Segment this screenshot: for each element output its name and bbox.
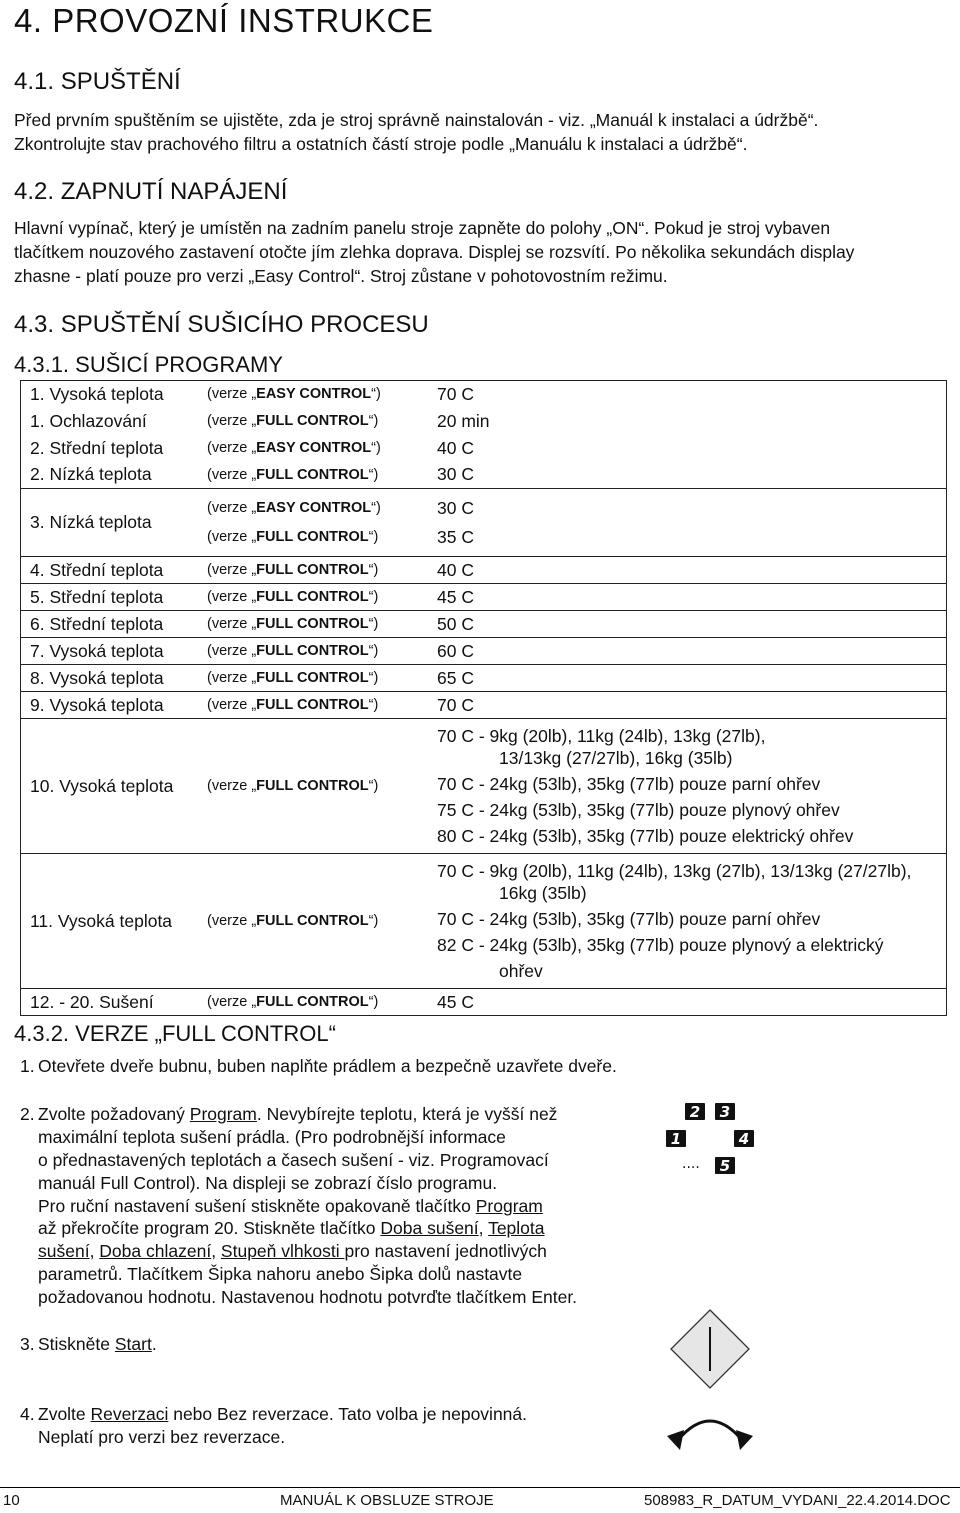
- program-version-cell: (verze „FULL CONTROL“): [207, 557, 437, 584]
- table-row: [21, 989, 947, 1016]
- paragraph-line: tlačítkem nouzového zastavení otočte jím zlehka doprava. Displej se rozsvítí. Po několika sekundách display: [14, 242, 855, 262]
- step-2-line: o přednastavených teplotách a časech sušení - viz. Programovací: [38, 1150, 549, 1170]
- program-temperature-cell: 60 C: [437, 638, 947, 665]
- footer-divider: [0, 1487, 960, 1488]
- step-2-line: parametrů. Tlačítkem Šipka nahoru anebo Šipka dolů nastavte: [38, 1264, 523, 1284]
- step-1-text: Otevřete dveře bubnu, buben naplňte prádlem a bezpečně uzavřete dveře.: [38, 1056, 617, 1076]
- program-temperature-cell: 70 C: [437, 383, 474, 404]
- program-digit-icon: [666, 1130, 686, 1148]
- program-version-cell: (verze „FULL CONTROL“): [207, 854, 437, 989]
- program-version-cell: (verze „FULL CONTROL“): [207, 638, 437, 665]
- program-name-cell: 9. Vysoká teplota: [21, 692, 208, 719]
- start-button-ref: Start: [114, 1334, 152, 1354]
- footer-title: MANUÁL K OBSLUZE STROJE: [280, 1492, 494, 1509]
- paragraph-line: Hlavní vypínač, který je umístěn na zadním panelu stroje zapněte do polohy „ON“. Pokud je stroj vybaven: [14, 218, 831, 238]
- program-dots: ....: [682, 1156, 700, 1172]
- program-temperature-cell: 40 C: [437, 437, 474, 458]
- svg-text:5: 5: [719, 1157, 731, 1175]
- program-temperature-cell: 30 C: [437, 464, 474, 485]
- page-number: 10: [3, 1492, 20, 1509]
- reverse-icon: [664, 1396, 756, 1460]
- program-version-cell: (verze „FULL CONTROL“): [207, 611, 437, 638]
- program-digit-icon: [685, 1103, 705, 1121]
- table-row: [21, 408, 947, 435]
- table-row: [21, 381, 947, 408]
- program-temperature-cell: 65 C: [437, 665, 947, 692]
- table-row: [21, 584, 947, 611]
- subsection-heading-4-3-2: 4.3.2. VERZE „FULL CONTROL“: [14, 1021, 336, 1046]
- step-2-line: manuál Full Control). Na displeji se zobrazí číslo programu.: [38, 1173, 498, 1193]
- humidity-level-button-ref: Stupeň vlhkosti: [220, 1241, 345, 1261]
- program-digit-icon: [715, 1157, 735, 1175]
- program-version-cell: (verze „FULL CONTROL“): [207, 692, 437, 719]
- table-row: [21, 665, 947, 692]
- program-name-cell: 1. Vysoká teplota: [30, 383, 164, 404]
- svg-text:4: 4: [738, 1130, 750, 1148]
- paragraph-line: Před prvním spuštěním se ujistěte, zda je stroj správně nainstalován - viz. „Manuál k instalaci a údržbě“.: [14, 110, 819, 130]
- table-row: [21, 638, 947, 665]
- program-version-cell: (verze „EASY CONTROL“): [207, 440, 381, 456]
- program-selector-icon: [660, 1098, 762, 1178]
- program-name-cell: 11. Vysoká teplota: [21, 854, 208, 989]
- program-name-cell: 6. Střední teplota: [21, 611, 208, 638]
- step-2-line: až překročíte program 20. Stiskněte tlačítko Doba sušení, Teplota: [38, 1218, 545, 1238]
- program-name-cell: 7. Vysoká teplota: [21, 638, 208, 665]
- table-row: [21, 719, 947, 854]
- program-digit-icon: [715, 1103, 735, 1121]
- table-row: [21, 435, 947, 462]
- program-name-cell: 12. - 20. Sušení: [21, 989, 208, 1016]
- program-temperature-cell: 70 C - 9kg (20lb), 11kg (24lb), 13kg (27lb), 13/13kg (27/27lb), 16kg (35lb) 70 C - 24kg (53lb), 35kg (77lb) pouze parní ohřev 75 C - 24kg (53lb), 35kg (77lb) pouze plynový ohřev 80 C - 24kg (53lb), 35kg (77lb) pouze elektrický ohřev: [437, 719, 947, 854]
- drying-time-button-ref: Doba sušení: [380, 1218, 479, 1238]
- step-number: 2.: [20, 1104, 35, 1124]
- table-row: [21, 462, 947, 489]
- reverse-button-ref: Reverzaci: [90, 1404, 169, 1424]
- step-3-text: Stiskněte Start.: [38, 1334, 157, 1354]
- program-name-cell: 2. Nízká teplota: [30, 464, 152, 485]
- program-version-cell: (verze „FULL CONTROL“): [207, 719, 437, 854]
- table-row: [21, 611, 947, 638]
- step-4-line: Neplatí pro verzi bez reverzace.: [38, 1427, 286, 1447]
- svg-text:1: 1: [670, 1130, 682, 1148]
- program-version-cell: (verze „EASY CONTROL“): [207, 386, 381, 403]
- drying-programs-table: [20, 380, 947, 1016]
- program-name-cell: 4. Střední teplota: [21, 557, 208, 584]
- table-row: [21, 692, 947, 719]
- program-temperature-cell: 70 C - 9kg (20lb), 11kg (24lb), 13kg (27lb), 13/13kg (27/27lb), 16kg (35lb) 70 C - 24kg (53lb), 35kg (77lb) pouze parní ohřev 82 C - 24kg (53lb), 35kg (77lb) pouze plynový a elektrický ohřev: [437, 854, 947, 989]
- cooling-time-button-ref: Doba chlazení: [99, 1241, 212, 1261]
- paragraph-line: zhasne - platí pouze pro verzi „Easy Control“. Stroj zůstane v pohotovostním režimu.: [14, 266, 668, 286]
- step-2-line: Pro ruční nastavení sušení stiskněte opakovaně tlačítko Program: [38, 1196, 543, 1216]
- table-row: [21, 557, 947, 584]
- table-row: [21, 489, 947, 557]
- subsection-heading-4-3-1: 4.3.1. SUŠICÍ PROGRAMY: [14, 352, 283, 377]
- program-name-cell: 1. Ochlazování: [30, 410, 147, 431]
- program-temperature-cell: 50 C: [437, 611, 947, 638]
- program-name-cell: 2. Střední teplota: [30, 437, 164, 458]
- section-heading-4-1: 4.1. SPUŠTĚNÍ: [14, 68, 181, 95]
- program-name-cell: 5. Střední teplota: [21, 584, 208, 611]
- footer-doc-id: 508983_R_DATUM_VYDANI_22.4.2014.DOC: [644, 1492, 951, 1509]
- program-temperature-cell: 20 min: [437, 410, 490, 431]
- program-version-cell: (verze „FULL CONTROL“): [207, 989, 437, 1016]
- section-heading-4-2: 4.2. ZAPNUTÍ NAPÁJENÍ: [14, 178, 288, 205]
- program-temperature-cell: 45 C: [437, 584, 947, 611]
- step-number: 3.: [20, 1334, 35, 1354]
- program-version-cell: (verze „FULL CONTROL“): [207, 413, 379, 429]
- program-temperature-cell: 70 C: [437, 692, 947, 719]
- step-4-text: Zvolte Reverzaci nebo Bez reverzace. Tato volba je nepovinná.: [38, 1404, 528, 1424]
- program-temperature-cell: 30 C 35 C: [437, 489, 947, 557]
- step-number: 4.: [20, 1404, 35, 1424]
- program-name-cell: 3. Nízká teplota: [21, 489, 208, 557]
- section-heading-4-3: 4.3. SPUŠTĚNÍ SUŠICÍHO PROCESU: [14, 311, 429, 338]
- program-version-cell: (verze „FULL CONTROL“): [207, 466, 379, 483]
- paragraph-line: Zkontrolujte stav prachového filtru a ostatních částí stroje podle „Manuálu k instalaci a údržbě“.: [14, 134, 748, 154]
- step-2-line: maximální teplota sušení prádla. (Pro podrobnější informace: [38, 1127, 506, 1147]
- program-version-cell: (verze „FULL CONTROL“): [207, 584, 437, 611]
- svg-text:3: 3: [719, 1103, 731, 1121]
- step-number: 1.: [20, 1056, 35, 1076]
- program-name-cell: 8. Vysoká teplota: [21, 665, 208, 692]
- program-button-ref: Program: [189, 1104, 257, 1124]
- temperature-button-ref: Teplota: [488, 1218, 545, 1238]
- start-button-icon: [670, 1309, 750, 1389]
- program-temperature-cell: 40 C: [437, 557, 947, 584]
- program-temperature-cell: 45 C: [437, 989, 947, 1016]
- table-row: [21, 854, 947, 989]
- step-2-line: sušení, Doba chlazení, Stupeň vlhkosti pro nastavení jednotlivých: [38, 1241, 547, 1261]
- svg-text:2: 2: [689, 1103, 701, 1121]
- program-version-cell: (verze „FULL CONTROL“): [207, 665, 437, 692]
- program-name-cell: 10. Vysoká teplota: [21, 719, 208, 854]
- page-title: 4. PROVOZNÍ INSTRUKCE: [14, 2, 434, 39]
- program-digit-icon: [734, 1130, 754, 1148]
- step-2-line: Zvolte požadovaný Program. Nevybírejte teplotu, která je vyšší než: [38, 1104, 558, 1124]
- step-2-line: požadovanou hodnotu. Nastavenou hodnotu potvrďte tlačítkem Enter.: [38, 1287, 578, 1307]
- program-version-cell: (verze „EASY CONTROL“) (verze „FULL CONTROL“): [207, 489, 437, 557]
- program-button-ref: Program: [475, 1196, 543, 1216]
